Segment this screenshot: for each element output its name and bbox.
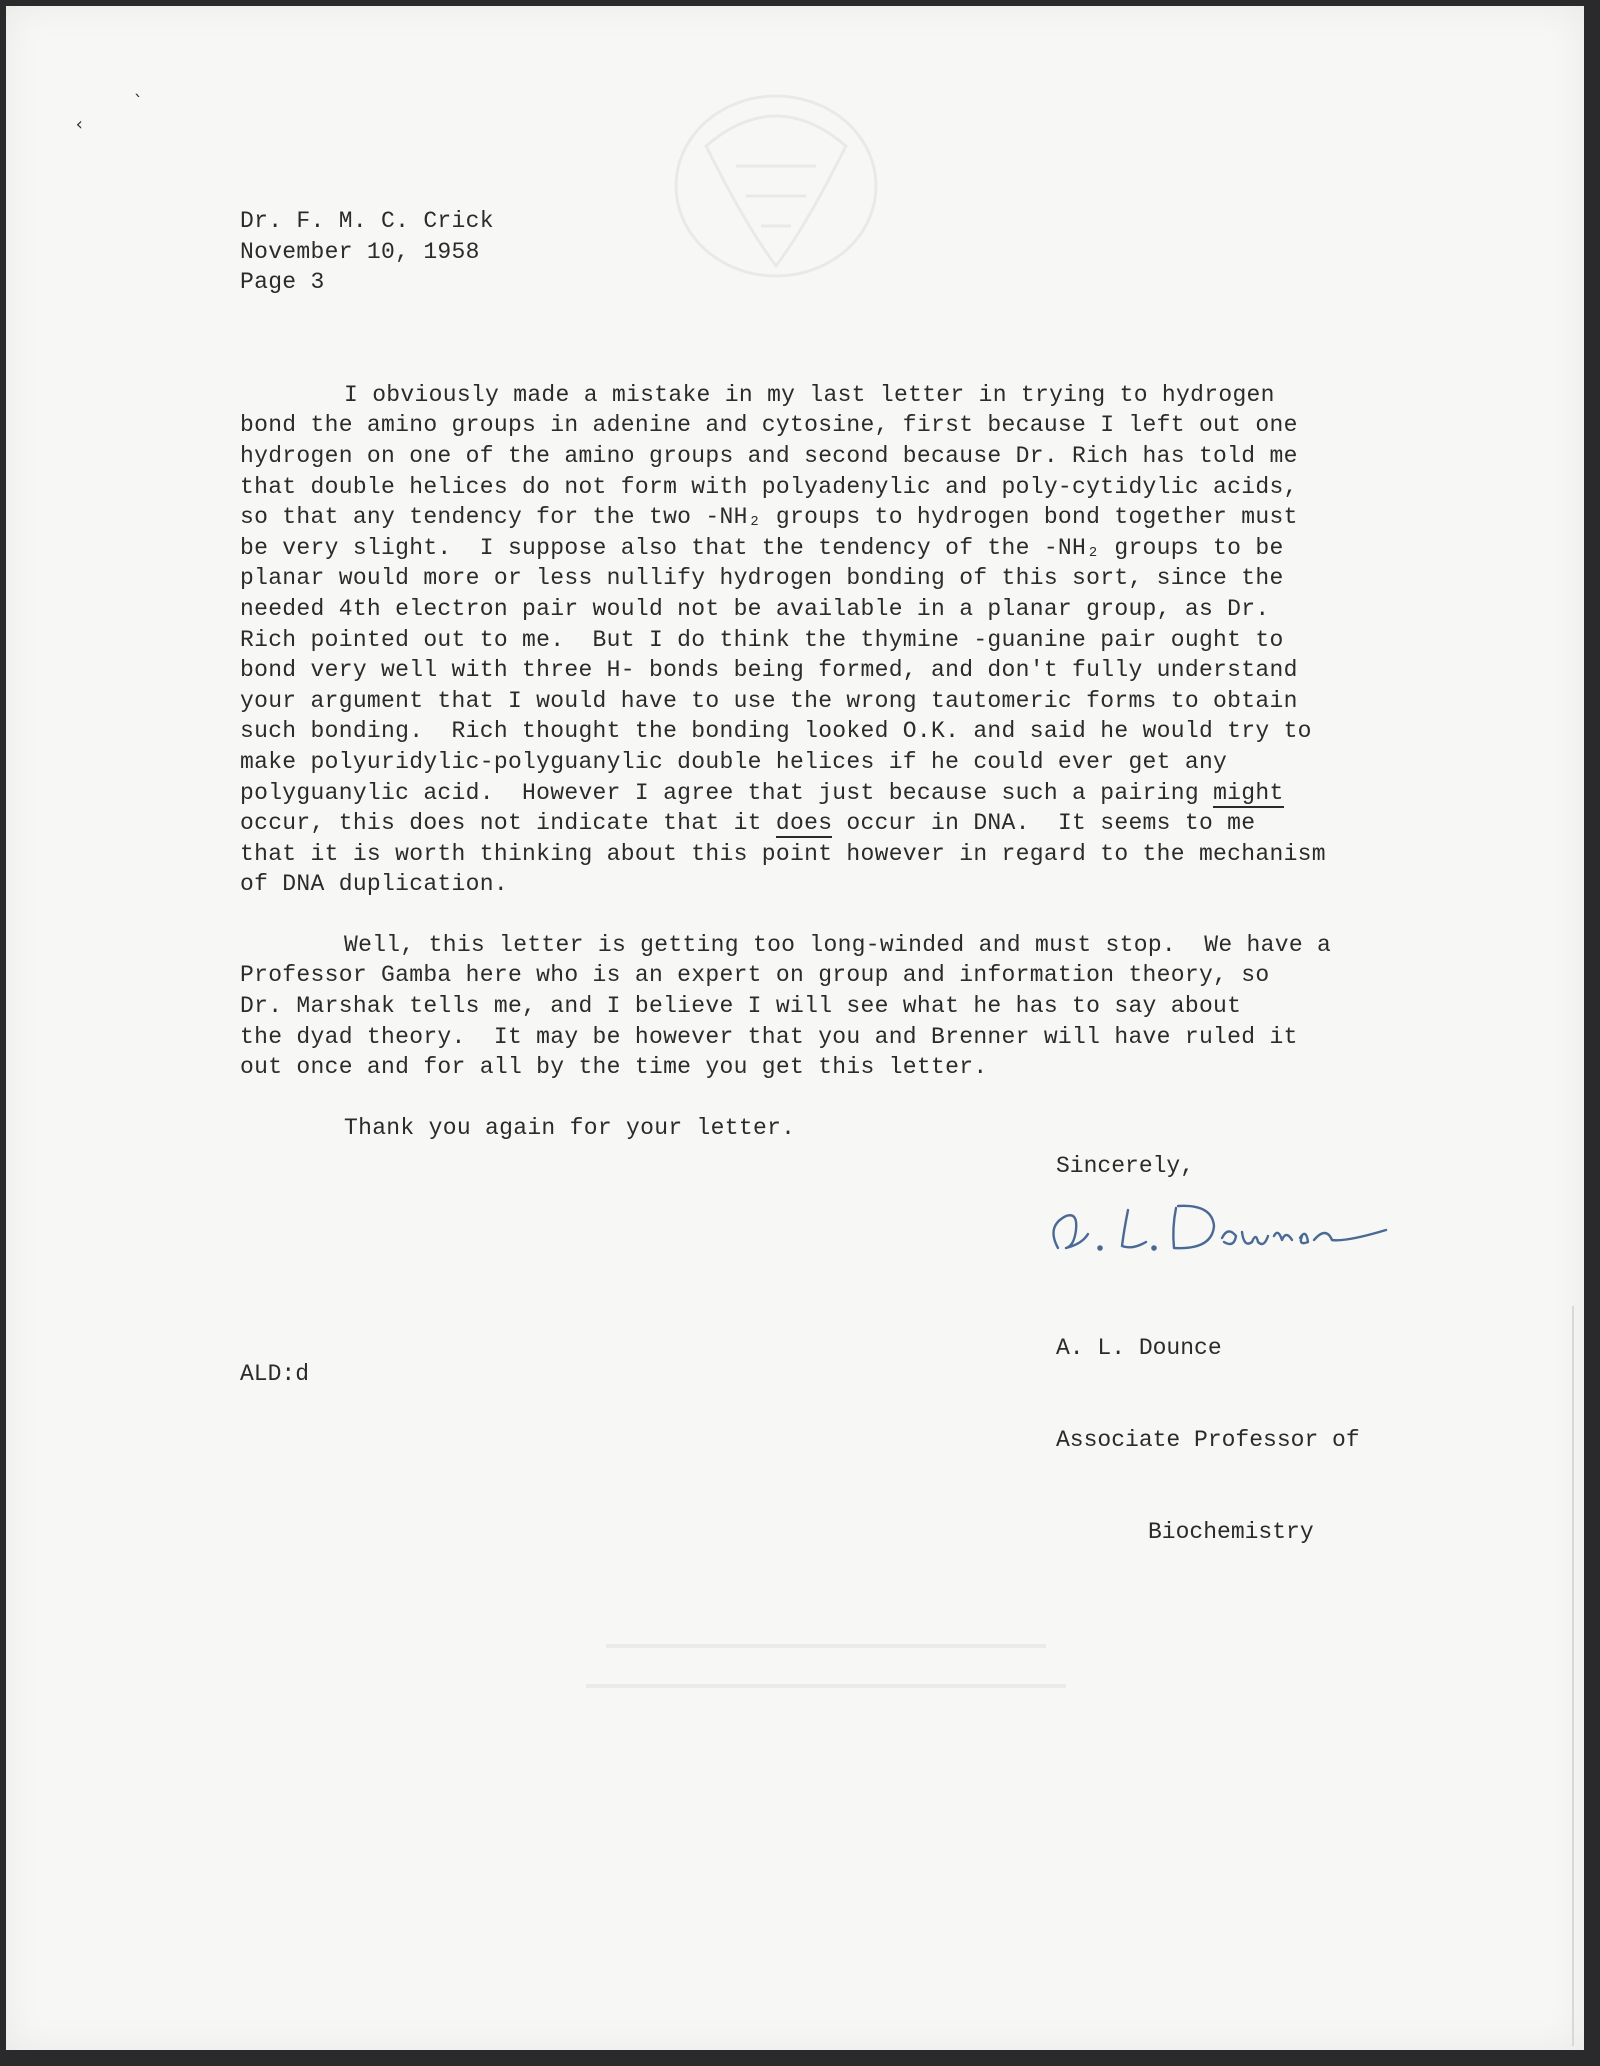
paragraph-line: bond very well with three H- bonds being formed, and don't fully understand — [240, 657, 1298, 684]
paragraph-line: such bonding. Rich thought the bonding looked O.K. and said he would try to — [240, 718, 1312, 745]
page-number: Page 3 — [240, 269, 325, 296]
paragraph-line: make polyuridylic-polyguanylic double helices if he could ever get any — [240, 748, 1228, 775]
paragraph-line: planar would more or less nullify hydrogen bonding of this sort, since the — [240, 565, 1284, 592]
paragraph-line: Dr. Marshak tells me, and I believe I will see what he has to say about — [240, 993, 1242, 1020]
bleedthrough-watermark-icon — [566, 1606, 1086, 1726]
paragraph-line: occur, this does not indicate that it does occur in DNA. It seems to me — [240, 810, 1256, 837]
closing-salutation: Sincerely, — [1056, 1153, 1195, 1179]
paragraph-line: your argument that I would have to use the wrong tautomeric forms to obtain — [240, 687, 1298, 714]
letter-page — [6, 6, 1584, 2050]
paragraph-line: so that any tendency for the two -NH₂ groups to hydrogen bond together must — [240, 504, 1298, 531]
paragraph-1 — [240, 380, 1440, 900]
paragraph-line: be very slight. I suppose also that the tendency of the -NH₂ groups to be — [240, 534, 1284, 561]
stray-mark-icon: ‹ — [74, 114, 85, 135]
paragraph-line: I obviously made a mistake in my last letter in trying to hydrogen — [344, 381, 1275, 408]
paragraph-line: Thank you again for your letter. — [344, 1114, 796, 1141]
paragraph-line: the dyad theory. It may be however that you and Brenner will have ruled it — [240, 1023, 1298, 1050]
paragraph-line: needed 4th electron pair would not be available in a planar group, as Dr. — [240, 595, 1270, 622]
paragraph-line: Well, this letter is getting too long-winded and must stop. We have a — [344, 931, 1332, 958]
paragraph-line: Rich pointed out to me. But I do think the thymine -guanine pair ought to — [240, 626, 1284, 653]
signer-title-2: Biochemistry — [1148, 1518, 1314, 1545]
recipient-line: Dr. F. M. C. Crick — [240, 208, 494, 234]
handwritten-signature — [1036, 1186, 1396, 1266]
paragraph-line: polyguanylic acid. However I agree that just because such a pairing might — [240, 779, 1284, 806]
reference-initials: ALD:d — [240, 1361, 310, 1387]
signer-name: A. L. Dounce — [1056, 1335, 1222, 1362]
paper-edge-divider — [1572, 1306, 1574, 2046]
letter-heading — [240, 206, 1440, 298]
paragraph-2 — [240, 930, 1440, 1083]
paragraph-line: that double helices do not form with polyadenylic and poly-cytidylic acids, — [240, 473, 1298, 500]
paragraph-line: out once and for all by the time you get this letter. — [240, 1054, 988, 1081]
paragraph-line: bond the amino groups in adenine and cytosine, first because I left out one — [240, 412, 1298, 439]
letter-body — [240, 206, 1440, 1143]
paragraph-line: Professor Gamba here who is an expert on group and information theory, so — [240, 962, 1270, 989]
paragraph-line: that it is worth thinking about this point however in regard to the mechanism — [240, 840, 1326, 867]
paragraph-line: hydrogen on one of the amino groups and second because Dr. Rich has told me — [240, 442, 1298, 469]
paragraph-3 — [240, 1113, 1440, 1144]
paragraph-line: of DNA duplication. — [240, 871, 508, 898]
stray-mark-icon: ˎ — [132, 76, 143, 97]
signer-title-1: Associate Professor of — [1056, 1426, 1360, 1453]
date-line: November 10, 1958 — [240, 238, 480, 265]
signer-block — [1056, 1272, 1360, 1609]
